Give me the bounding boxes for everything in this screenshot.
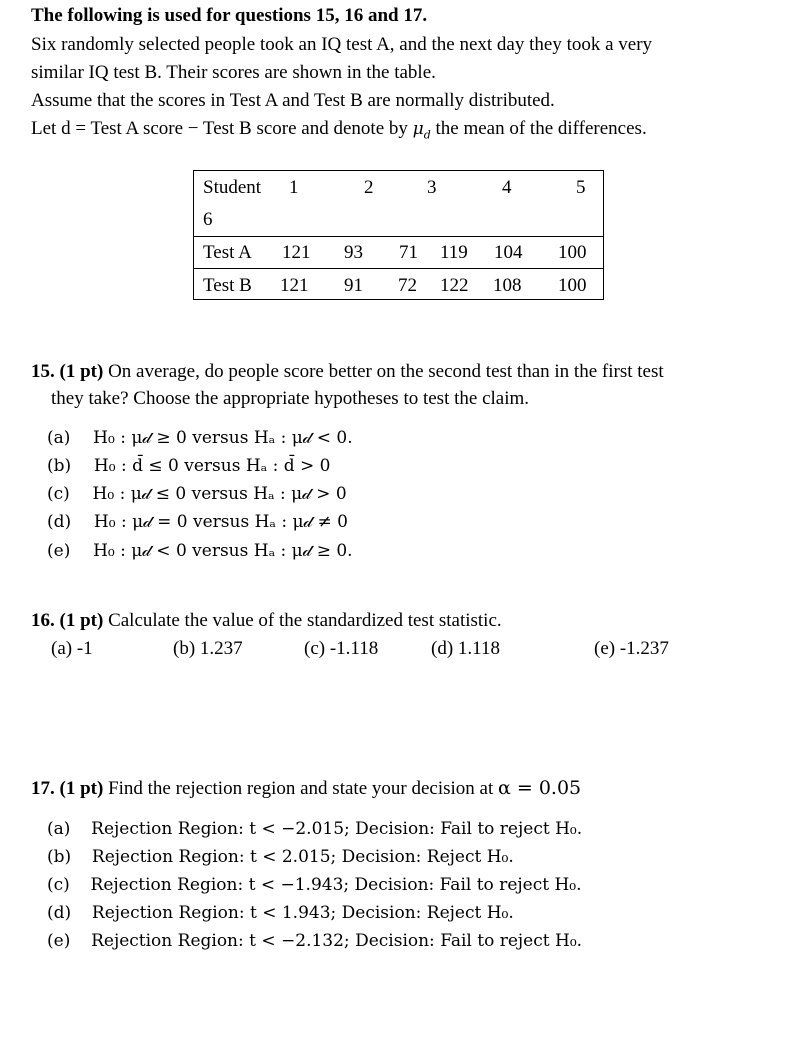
intro-heading: The following is used for questions 15, 16 and 17. (31, 5, 428, 26)
option-label: (a) (47, 428, 71, 448)
q16-option-e[interactable]: (e) -1.237 (594, 638, 669, 659)
q17-option-b[interactable] (47, 846, 514, 868)
q17-option-e[interactable] (47, 930, 582, 952)
q17-option-a[interactable] (47, 818, 582, 840)
intro-line-3: Assume that the scores in Test A and Test B are normally distributed. (31, 90, 555, 111)
row-test-b-label: Test B (203, 275, 252, 296)
scores-table (193, 170, 604, 300)
q17-text: Find the rejection region and state your decision at (108, 778, 494, 799)
q15-option-a[interactable] (47, 427, 353, 449)
option-label: (c) (47, 484, 70, 504)
table-cell: 71 (399, 242, 418, 263)
intro-line-4-start: Let d = Test A score − Test B score and denote by (31, 118, 408, 139)
q15-option-b[interactable] (47, 455, 331, 477)
q16-line (31, 610, 502, 632)
intro-line-1: Six randomly selected people took an IQ test A, and the next day they took a very (31, 34, 653, 55)
row-test-a-label: Test A (203, 242, 252, 263)
table-cell: 72 (398, 275, 417, 296)
option-label: (d) (47, 903, 72, 923)
q16-option-d[interactable]: (d) 1.118 (431, 638, 500, 659)
q16-text: Calculate the value of the standardized test statistic. (108, 610, 502, 631)
intro-line-2: similar IQ test B. Their scores are shown in the table. (31, 62, 436, 83)
table-cell: 108 (493, 275, 522, 296)
intro-line-4-end: the mean of the differences. (435, 118, 647, 139)
option-label: (b) (47, 456, 72, 476)
option-text: H₀ : μ𝒹 = 0 versus Hₐ : μ𝒹 ≠ 0 (93, 512, 348, 532)
option-label: (b) (47, 847, 72, 867)
header-student-1: 1 (289, 177, 299, 198)
table-cell: 122 (440, 275, 469, 296)
option-label: (e) (47, 541, 71, 561)
intro-line-4 (31, 118, 647, 141)
header-student-5: 5 (576, 177, 586, 198)
table-cell: 104 (494, 242, 523, 263)
option-label: (d) (47, 512, 72, 532)
q15-number: 15. (1 pt) (31, 361, 104, 382)
option-text: Rejection Region: t < −2.015; Decision: Fail to reject H₀. (91, 819, 583, 839)
q16-option-b[interactable]: (b) 1.237 (173, 638, 243, 659)
q16-option-a[interactable]: (a) -1 (51, 638, 93, 659)
q15-text-1: On average, do people score better on the second test than in the first test (108, 361, 664, 382)
q17-option-d[interactable] (47, 902, 514, 924)
q15-option-e[interactable] (47, 540, 353, 562)
header-student-2: 2 (364, 177, 374, 198)
table-cell: 121 (280, 275, 309, 296)
option-label: (a) (47, 819, 71, 839)
table-cell: 100 (558, 275, 587, 296)
header-student-6: 6 (203, 209, 213, 230)
q17-number: 17. (1 pt) (31, 778, 104, 799)
q15-line-1 (31, 361, 664, 383)
q15-text-2: they take? Choose the appropriate hypotheses to test the claim. (51, 388, 530, 409)
table-cell: 119 (440, 242, 468, 263)
q17-line (31, 777, 581, 800)
option-text: Rejection Region: t < −1.943; Decision: Fail to reject H₀. (90, 875, 582, 895)
option-text: H₀ : μ𝒹 < 0 versus Hₐ : μ𝒹 ≥ 0. (93, 541, 353, 561)
option-text: Rejection Region: t < 1.943; Decision: Reject H₀. (91, 903, 514, 923)
header-student-label: Student (203, 177, 262, 198)
q16-number: 16. (1 pt) (31, 610, 104, 631)
mu-d-symbol: $\mu_d$ (412, 119, 431, 142)
q16-option-c[interactable]: (c) -1.118 (304, 638, 379, 659)
table-divider (194, 236, 603, 237)
q15-option-d[interactable] (47, 511, 348, 533)
option-text: H₀ : μ𝒹 ≤ 0 versus Hₐ : μ𝒹 > 0 (92, 484, 347, 504)
header-student-4: 4 (502, 177, 512, 198)
option-text: H₀ : d̄ ≤ 0 versus Hₐ : d̄ > 0 (93, 456, 331, 476)
table-cell: 91 (344, 275, 363, 296)
q15-option-c[interactable] (47, 483, 347, 505)
option-text: Rejection Region: t < 2.015; Decision: Reject H₀. (91, 847, 514, 867)
table-divider (194, 268, 603, 269)
option-label: (c) (47, 875, 70, 895)
option-label: (e) (47, 931, 71, 951)
header-student-3: 3 (427, 177, 437, 198)
table-cell: 121 (282, 242, 311, 263)
table-cell: 93 (344, 242, 363, 263)
option-text: H₀ : μ𝒹 ≥ 0 versus Hₐ : μ𝒹 < 0. (93, 428, 353, 448)
q17-alpha: α = 0.05 (497, 777, 582, 799)
q17-option-c[interactable] (47, 874, 582, 896)
option-text: Rejection Region: t < −2.132; Decision: Fail to reject H₀. (91, 931, 583, 951)
table-cell: 100 (558, 242, 587, 263)
